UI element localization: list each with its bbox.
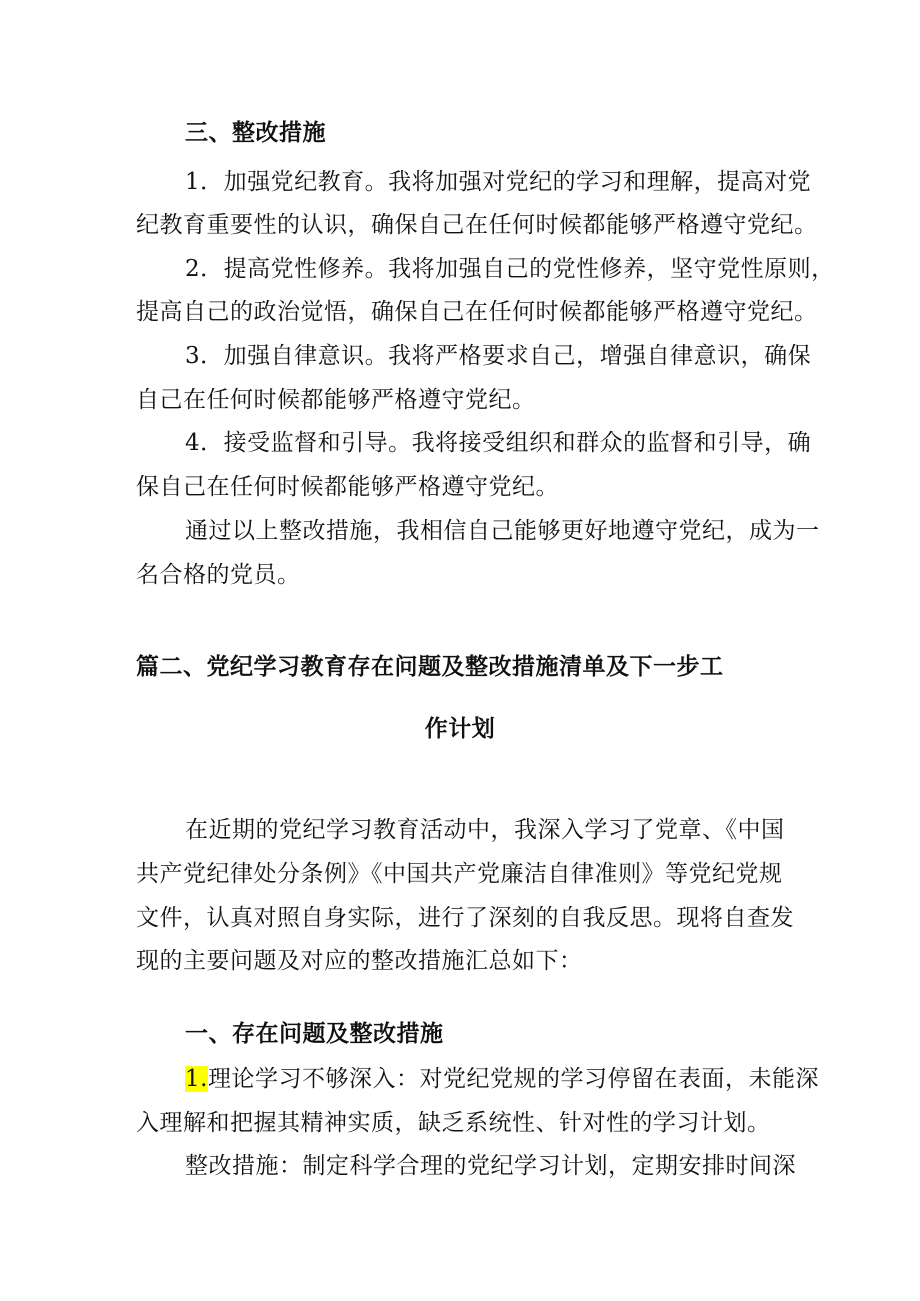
item-1-line-1: 1．加强党纪教育。我将加强对党纪的学习和理解，提高对党 xyxy=(185,169,812,195)
problem-1-line-2: 入理解和把握其精神实质，缺乏系统性、针对性的学习计划。 xyxy=(136,1110,771,1136)
item-4-line-1: 4．接受监督和引导。我将接受组织和群众的监督和引导，确 xyxy=(185,430,812,456)
article-title-line-2: 作计划 xyxy=(424,716,496,742)
conclusion-line-2: 名合格的党员。 xyxy=(136,562,301,588)
item-2-line-2: 提高自己的政治觉悟，确保自己在任何时候都能够严格遵守党纪。 xyxy=(136,299,818,325)
section-heading-problems: 一、存在问题及整改措施 xyxy=(185,1021,444,1047)
intro-line-4: 现的主要问题及对应的整改措施汇总如下： xyxy=(136,948,583,974)
conclusion-line-1: 通过以上整改措施，我相信自己能够更好地遵守党纪，成为一 xyxy=(185,518,820,544)
highlighted-number: 1. xyxy=(185,1066,208,1092)
problem-1-line-1 xyxy=(185,1064,819,1094)
intro-line-3: 文件，认真对照自身实际，进行了深刻的自我反思。现将自查发 xyxy=(136,905,794,931)
item-4-line-2: 保自己在任何时候都能够严格遵守党纪。 xyxy=(136,474,559,500)
intro-line-1: 在近期的党纪学习教育活动中，我深入学习了党章、《中国 xyxy=(185,817,785,843)
item-1-line-2: 纪教育重要性的认识，确保自己在任何时候都能够严格遵守党纪。 xyxy=(136,212,818,238)
item-3-line-1: 3．加强自律意识。我将严格要求自己，增强自律意识，确保 xyxy=(185,343,812,369)
problem-1-text: 理论学习不够深入：对党纪党规的学习停留在表面，未能深 xyxy=(207,1066,819,1092)
item-3-line-2: 自己在任何时候都能够严格遵守党纪。 xyxy=(136,387,536,413)
measure-line-1: 整改措施：制定科学合理的党纪学习计划，定期安排时间深 xyxy=(185,1153,796,1179)
section-heading-rectification: 三、整改措施 xyxy=(185,120,326,146)
article-title-line-1: 篇二、党纪学习教育存在问题及整改措施清单及下一步工 xyxy=(136,654,724,680)
intro-line-2: 共产党纪律处分条例》《中国共产党廉洁自律准则》等党纪党规 xyxy=(136,861,783,887)
item-2-line-1: 2．提高党性修养。我将加强自己的党性修养，坚守党性原则， xyxy=(185,256,835,282)
